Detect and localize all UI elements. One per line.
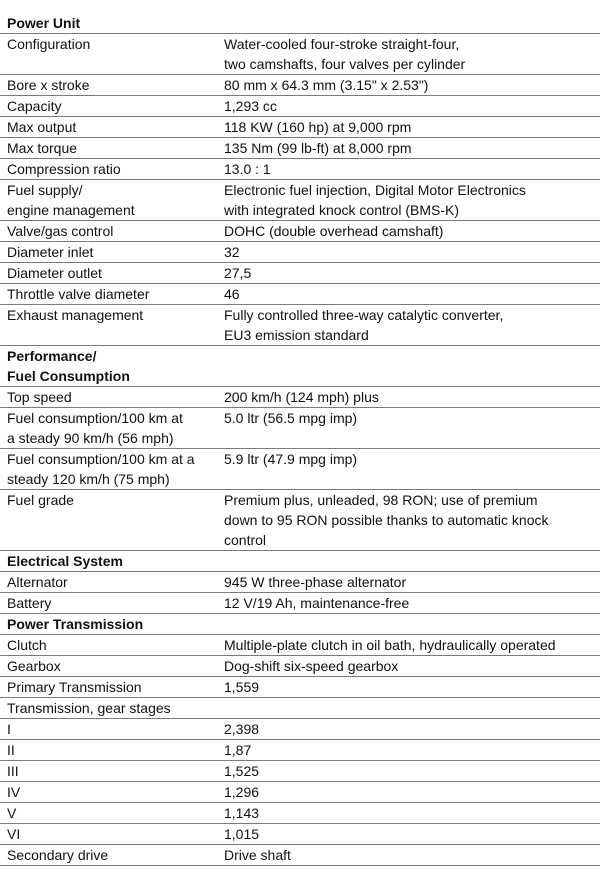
spec-label: Top speed	[7, 389, 72, 405]
spec-value: 46	[224, 286, 240, 302]
spec-label: Primary Transmission	[7, 679, 142, 695]
spec-row	[0, 117, 600, 138]
spec-label: Configuration	[7, 36, 91, 52]
spec-row	[0, 677, 600, 698]
spec-label: IV	[7, 784, 21, 800]
spec-value: 1,296	[224, 784, 260, 800]
spec-value: 27,5	[224, 265, 252, 281]
spec-row	[0, 387, 600, 408]
spec-label: Alternator	[7, 574, 68, 590]
spec-row	[0, 490, 600, 551]
spec-label: Exhaust management	[7, 307, 144, 323]
section-heading: Power Transmission	[0, 614, 600, 635]
spec-label: Capacity	[7, 98, 62, 114]
spec-row	[0, 138, 600, 159]
spec-value: 1,559	[224, 679, 260, 695]
spec-label: Transmission, gear stages	[7, 700, 171, 716]
spec-row	[0, 824, 600, 845]
spec-value: 135 Nm (99 lb-ft) at 8,000 rpm	[224, 140, 412, 156]
spec-row	[0, 263, 600, 284]
spec-row	[0, 96, 600, 117]
spec-label: Bore x stroke	[7, 77, 90, 93]
spec-label: Fuel consumption/100 km at a steady 90 km/h (56 mph)	[7, 410, 183, 446]
spec-value	[216, 698, 600, 718]
spec-row	[0, 740, 600, 761]
spec-label: Diameter inlet	[7, 244, 94, 260]
spec-label: I	[7, 721, 11, 737]
spec-row	[0, 698, 600, 719]
spec-value: 1,143	[224, 805, 260, 821]
spec-row	[0, 593, 600, 614]
spec-label: Battery	[7, 595, 52, 611]
spec-row	[0, 803, 600, 824]
spec-row	[0, 408, 600, 449]
spec-value: DOHC (double overhead camshaft)	[224, 223, 444, 239]
spec-value: Premium plus, unleaded, 98 RON; use of premium down to 95 RON possible thanks to automatic knock control	[224, 492, 549, 548]
spec-label: Valve/gas control	[7, 223, 114, 239]
spec-value: Water-cooled four-stroke straight-four, two camshafts, four valves per cylinder	[224, 36, 466, 72]
spec-label: Clutch	[7, 637, 47, 653]
spec-value: Drive shaft	[224, 847, 291, 863]
spec-label: Fuel grade	[7, 492, 74, 508]
spec-label: Fuel consumption/100 km at a steady 120 km/h (75 mph)	[7, 451, 195, 487]
spec-row	[0, 242, 600, 263]
section-heading: Electrical System	[0, 551, 600, 572]
spec-value: 32	[224, 244, 240, 260]
spec-value: 5.9 ltr (47.9 mpg imp)	[224, 451, 358, 467]
spec-row	[0, 305, 600, 346]
spec-label: Max torque	[7, 140, 78, 156]
spec-row	[0, 845, 600, 866]
spec-row	[0, 284, 600, 305]
spec-row	[0, 159, 600, 180]
spec-value: 2,398	[224, 721, 260, 737]
spec-label: VI	[7, 826, 21, 842]
spec-value: 1,293 cc	[224, 98, 277, 114]
spec-label: Throttle valve diameter	[7, 286, 150, 302]
spec-value: 1,87	[224, 742, 252, 758]
spec-value: 1,015	[224, 826, 260, 842]
spec-value: 13.0 : 1	[224, 161, 271, 177]
spec-row	[0, 75, 600, 96]
spec-row	[0, 719, 600, 740]
spec-value: 1,525	[224, 763, 260, 779]
spec-label: Secondary drive	[7, 847, 109, 863]
spec-label: Gearbox	[7, 658, 61, 674]
spec-value: Fully controlled three-way catalytic converter, EU3 emission standard	[224, 307, 504, 343]
spec-row	[0, 221, 600, 242]
spec-label: III	[7, 763, 19, 779]
spec-label: Max output	[7, 119, 77, 135]
spec-value: 945 W three-phase alternator	[224, 574, 407, 590]
spec-value: 200 km/h (124 mph) plus	[224, 389, 379, 405]
spec-value: Dog-shift six-speed gearbox	[224, 658, 399, 674]
spec-row	[0, 761, 600, 782]
spec-row	[0, 449, 600, 490]
spec-label: Compression ratio	[7, 161, 121, 177]
spec-row	[0, 572, 600, 593]
spec-row	[0, 635, 600, 656]
spec-value: Electronic fuel injection, Digital Motor Electronics with integrated knock control (BMS-K)	[224, 182, 526, 218]
spec-value: 12 V/19 Ah, maintenance-free	[224, 595, 410, 611]
section-heading: Performance/ Fuel Consumption	[0, 346, 600, 387]
spec-row	[0, 34, 600, 75]
spec-row	[0, 180, 600, 221]
section-heading: Power Unit	[0, 13, 600, 34]
spec-row	[0, 782, 600, 803]
spec-row	[0, 656, 600, 677]
spec-label: Fuel supply/ engine management	[7, 182, 135, 218]
spec-value: Multiple-plate clutch in oil bath, hydraulically operated	[224, 637, 556, 653]
spec-label: II	[7, 742, 15, 758]
spec-label: Diameter outlet	[7, 265, 102, 281]
spec-label: V	[7, 805, 17, 821]
spec-value: 5.0 ltr (56.5 mpg imp)	[224, 410, 358, 426]
spec-value: 118 KW (160 hp) at 9,000 rpm	[224, 119, 412, 135]
spec-value: 80 mm x 64.3 mm (3.15" x 2.53")	[224, 77, 429, 93]
